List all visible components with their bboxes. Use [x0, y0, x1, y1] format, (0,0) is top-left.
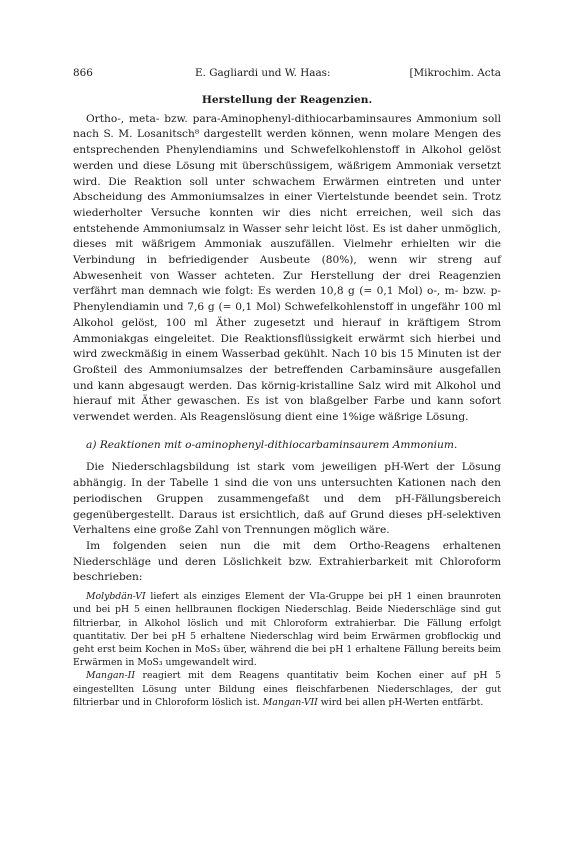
subsection-heading: a) Reaktionen mit o-aminophenyl-dithiocarbaminsaurem Ammonium. [86, 438, 458, 451]
article-body [73, 93, 501, 709]
element-text: liefert als einziges Element der VIa-Gruppe bei pH 1 einen braunroten und bei pH 5 einen hellbraunen flockigen Niederschlag. Beide Niederschläge sind gut filtrierbar, in Alkohol löslich und mit Chloroform extrahierbar. Die Fällung erfolgt quantitativ. Der bei pH 5 erhaltene Niederschlag wird beim Erwärmen grobflockig und geht erst beim Kochen in MoS₃ über, während die bei pH 1 erhaltene Fällung bereits beim Erwärmen in MoS₃ umgewandelt wird. [73, 591, 501, 669]
section-heading: Herstellung der Reagenzien. [201, 94, 373, 106]
page-number: 866 [73, 67, 93, 79]
authors: E. Gagliardi und W. Haas: [195, 67, 331, 79]
element-description [73, 669, 501, 709]
element-name: Mangan-II [86, 670, 136, 682]
small-print-block [73, 590, 501, 709]
element-name: Molybdän-VI [86, 591, 146, 603]
paragraph: Die Niederschlagsbildung ist stark vom jeweiligen pH-Wert der Lösung abhängig. In der Tabelle 1 sind die von uns untersuchten Kationen nach den periodischen Gruppen zusammengefaßt und dem pH-Fällungsbereich gegenübergestellt. Daraus ist ersichtlich, daß auf Grund dieses pH-selektiven Verhaltens eine große Zahl von Trennungen möglich wäre. [73, 461, 501, 537]
paragraph: Im folgenden seien nun die mit dem Ortho-Reagens erhaltenen Niederschläge und deren Löslichkeit bzw. Extrahierbarkeit mit Chloroform beschrieben: [73, 539, 501, 584]
element-description [73, 590, 501, 669]
journal-name: [Mikrochim. Acta [409, 67, 501, 79]
element-name: Mangan-VII [262, 696, 318, 708]
element-text: wird bei allen pH-Werten entfärbt. [317, 696, 484, 708]
element-text: reagiert mit dem Reagens quantitativ beim Kochen einer auf pH 5 eingestellten Lösung unter Bildung eines fleischfarbenen Niederschlages, der gut filtrierbar und in Chloroform löslich ist. [73, 670, 501, 708]
paragraph: Ortho-, meta- bzw. para-Aminophenyl-dithiocarbaminsaures Ammonium soll nach S. M. Losanitsch⁸ dargestellt werden können, wenn molare Mengen des entsprechenden Phenylendiamins und Schwefelkohlenstoff in Alkohol gelöst werden und diese Lösung mit überschüssigem, wäßrigem Ammoniak versetzt wird. Die Reaktion soll unter schwachem Erwärmen eintreten und unter Abscheidung des Ammoniumsalzes in einer Viertelstunde beendet sein. Trotz wiederholter Versuche konnten wir dies nicht erreichen, weil sich das entstehende Ammoniumsalz in Wasser sehr leicht löst. Es ist daher unmöglich, dieses mit wäßrigem Ammoniak auszufällen. Vielmehr erhielten wir die Verbindung in befriedigender Ausbeute (80%), wenn wir streng auf Abwesenheit von Wasser achteten. Zur Herstellung der drei Reagenzien verfährt man demnach wie folgt: Es werden 10,8 g (= 0,1 Mol) o-, m- bzw. p-Phenylendiamin und 7,6 g (= 0,1 Mol) Schwefelkohlenstoff in ungefähr 100 ml Alkohol gelöst, 100 ml Äther zugesetzt und hierauf in kräftigem Strom Ammoniakgas eingeleitet. Die Reaktionsflüssigkeit erwärmt sich hierbei und wird zweckmäßig in einem Wasserbad gekühlt. Nach 10 bis 15 Minuten ist der Großteil des Ammoniumsalzes der betreffenden Carbaminsäure ausgefallen und kann abgesaugt werden. Das körnig-kristalline Salz wird mit Alkohol und hierauf mit Äther gewaschen. Es ist von blaßgelber Farbe und kann sofort verwendet werden. Als Reagenslösung dient eine 1%ige wäßrige Lösung. [73, 112, 501, 424]
